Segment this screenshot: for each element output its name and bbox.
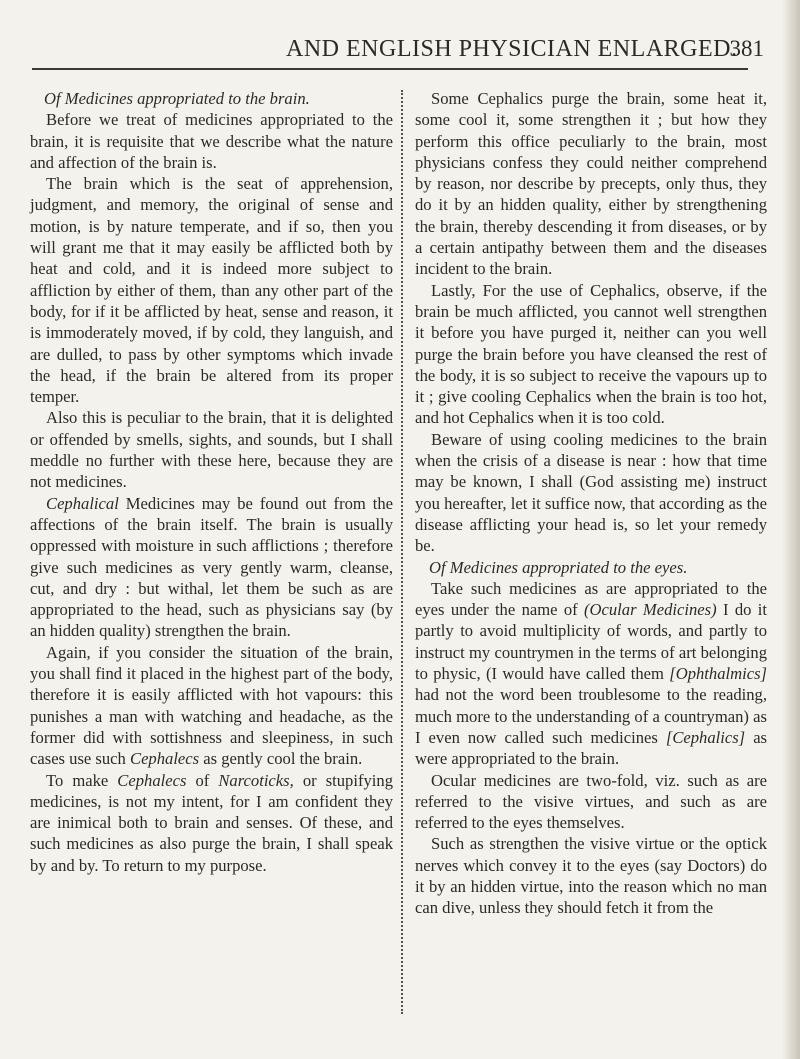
emphasis: Cephalecs [117, 770, 187, 790]
page-edge-shadow [782, 0, 800, 1059]
section-heading-brain: Of Medicines appropriated to the brain. [44, 89, 310, 108]
paragraph [415, 578, 767, 770]
emphasis: Narcoticks, [218, 770, 294, 790]
paragraph-text: Medicines may be found out from the affections of the brain itself. The brain is usually oppressed with moisture in such afflictions ; therefore give such medicines as very gently warm, cleanse, cut, and dry : but withal, let them be such as are appropriated to the head, such as physicians say (by an hidden quality) strengthen the brain. [30, 493, 393, 641]
paragraph: Some Cephalics purge the brain, some heat it, some cool it, some strengthen it ; but how they perform this office peculiarly to the brain, most physicians confess they could neither comprehend by reason, nor describe by precepts, only thus, they do it by an hidden quality, either by strengthening the brain, thereby descending it from diseases, or by a certain antipathy between them and the diseases incident to the brain. [415, 89, 767, 279]
paragraph-text: or stupifying medicines, is not my intent, for I am confident they are inimical both to brain and senses. Of these, and such medicines as also purge the brain, I shall speak by and by. To return to my purpose. [30, 770, 393, 875]
paragraph-text: Take such medicines as are appropriated to the eyes under the name of [415, 578, 767, 620]
header-rule [32, 68, 748, 70]
running-header [30, 32, 770, 66]
right-column [415, 88, 767, 919]
column-divider [401, 90, 403, 1014]
paragraph-text: Again, if you consider the situation of the brain, you shall find it placed in the highest part of the body, therefore it is easily afflicted with hot vapours: this punishes a man with watching and headache, as the former did with sottishness and sleepiness, in such cases use such [30, 642, 393, 769]
paragraph-text: had not the word been troublesome to the reading, much more to the understanding of a countryman) as I even now called such medicines [415, 685, 767, 747]
left-column [30, 88, 393, 876]
emphasis: [Cephalics] [665, 727, 746, 747]
paragraph [30, 493, 393, 642]
paragraph-text: as were appropriated to the brain. [415, 727, 768, 769]
emphasis: Cephalecs [130, 749, 200, 769]
page-number: 381 [729, 36, 764, 61]
paragraph: Beware of using cooling medicines to the brain when the crisis of a disease is near : how that time may be known, I shall (God assisting me) instruct you hereafter, let it suffice now, that according as the disease afflicting your head is, so let your remedy be. [415, 429, 767, 556]
paragraph-text: of [195, 770, 210, 790]
paragraph-text: as gently cool the brain. [203, 749, 363, 769]
paragraph-text: To make [46, 770, 109, 790]
paragraph [30, 642, 393, 770]
paragraph [30, 770, 393, 876]
paragraph: Also this is peculiar to the brain, that it is delighted or offended by smells, sights, and sounds, but I shall meddle no further with these here, because they are not medicines. [30, 408, 393, 492]
paragraph: Ocular medicines are two-fold, viz. such as are referred to the visive virtues, and such as are referred to the eyes themselves. [415, 770, 767, 833]
paragraph: The brain which is the seat of apprehension, judgment, and memory, the original of sense and motion, is by nature temperate, and if so, then you will grant me that it may easily be afflicted both by heat and cold, and it is indeed more subject to affliction by either of them, than any other part of the body, for if it be afflicted by heat, sense and reason, it is immoderately moved, if by cold, they languish, and are dulled, to pass by other symptoms which invade the head, if the brain be altered from its proper temper. [30, 174, 393, 407]
emphasis: [Ophthalmics] [669, 664, 767, 684]
emphasis: (Ocular Medicines) [584, 600, 717, 620]
paragraph-text: I do it partly to avoid multiplicity of words, and partly to instruct my countrymen in the terms of art belonging to physic, (I would have called them [415, 600, 767, 684]
section-heading-eyes: Of Medicines appropriated to the eyes. [429, 557, 688, 577]
running-title: AND ENGLISH PHYSICIAN ENLARGED. [286, 36, 738, 62]
emphasis: Cephalical [46, 493, 119, 513]
paragraph: Lastly, For the use of Cephalics, observe, if the brain be much afflicted, you cannot well strengthen it before you have purged it, neither can you well purge the brain before you have cleansed the rest of the body, it is so subject to receive the vapours up to it ; give cooling Cephalics when the brain is too hot, and hot Cephalics when it is too cold. [415, 280, 767, 428]
paragraph: Before we treat of medicines appropriated to the brain, it is requisite that we describe what the nature and affection of the brain is. [30, 110, 393, 172]
paragraph: Such as strengthen the visive virtue or the optick nerves which convey it to the eyes (say Doctors) do it by an hidden virtue, into the reason which no man can dive, unless they should fetch it from the [415, 834, 767, 918]
